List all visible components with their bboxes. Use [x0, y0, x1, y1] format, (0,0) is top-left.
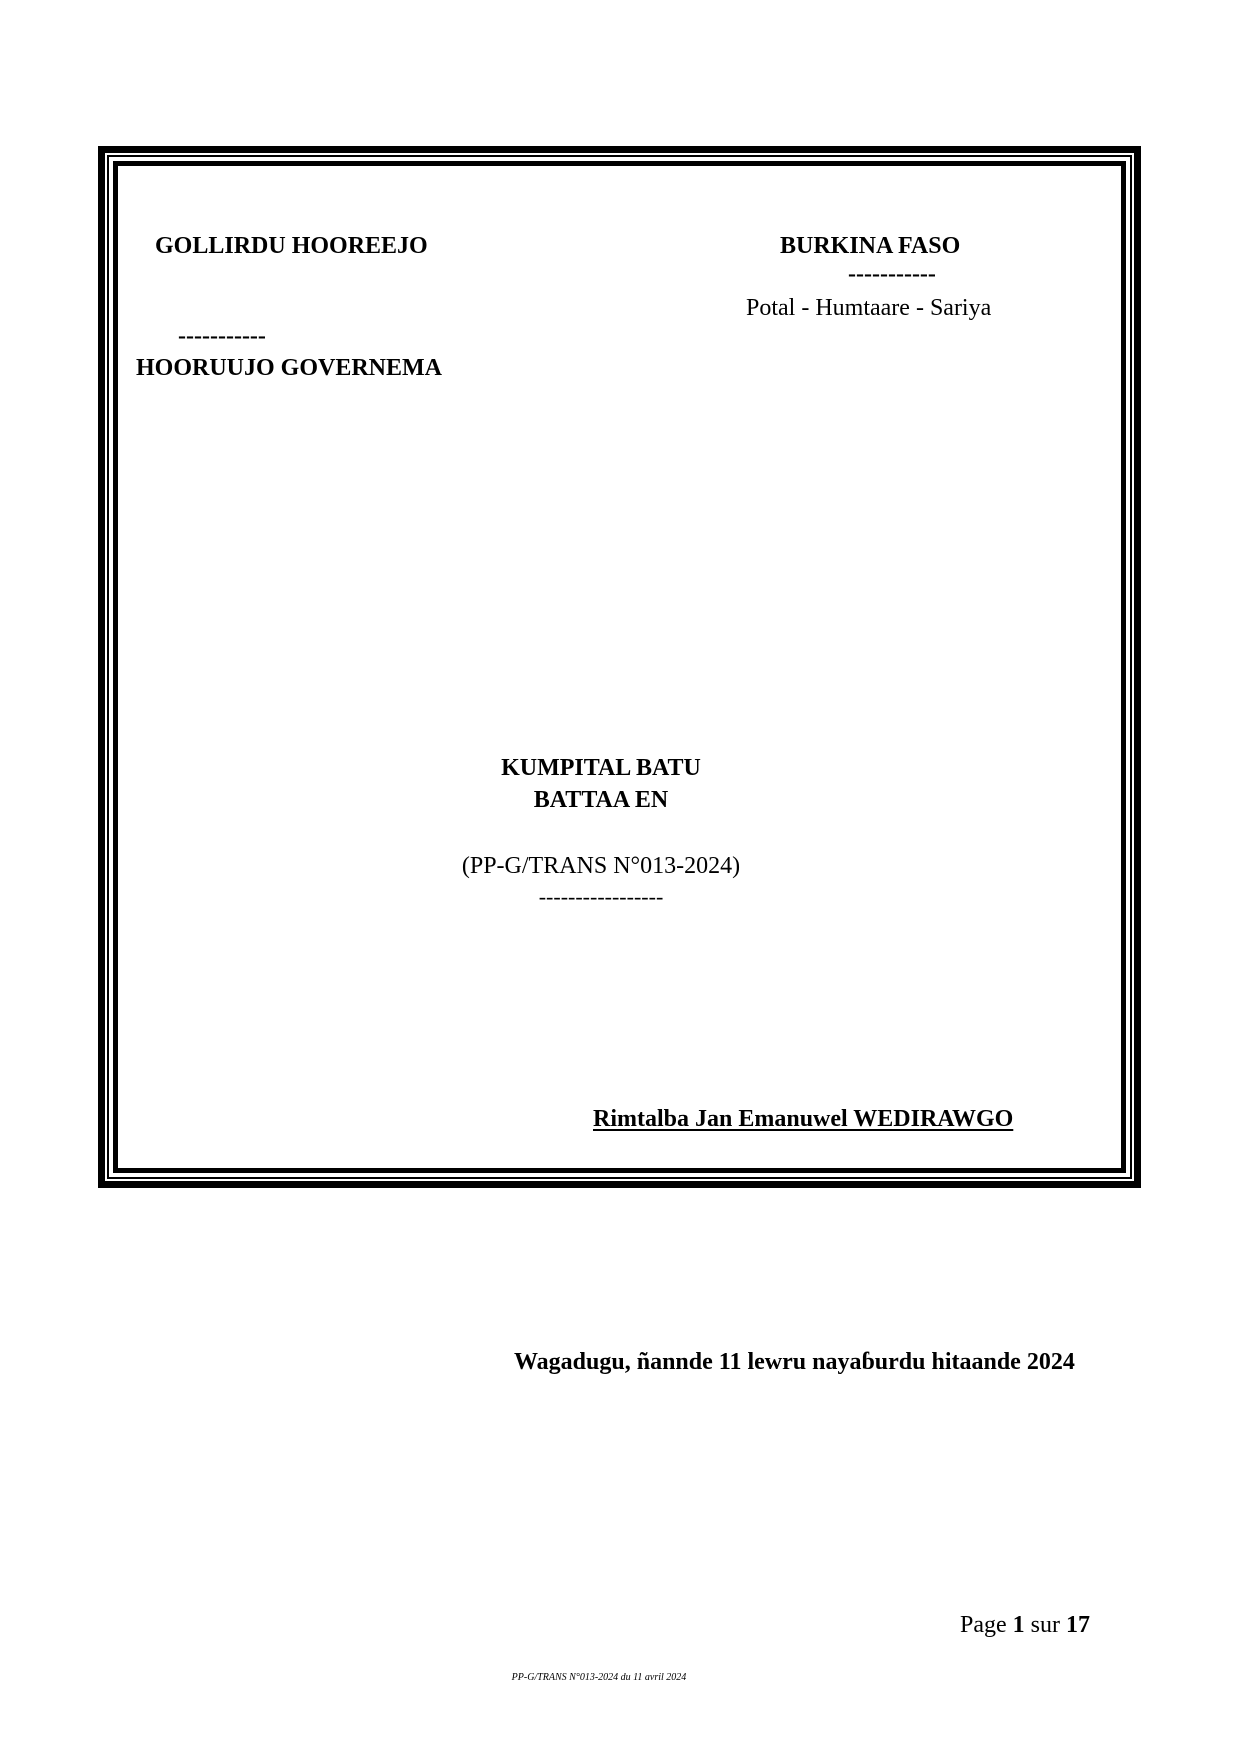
document-title-line2: BATTAA EN	[533, 787, 669, 813]
country-name: BURKINA FASO	[780, 233, 961, 259]
place-and-date: Wagadugu, ñannde 11 lewru nayaɓurdu hitaande 2024	[514, 1349, 1075, 1375]
page-total: 17	[1066, 1612, 1090, 1638]
document-reference: (PP-G/TRANS N°013-2024)	[461, 853, 741, 879]
national-motto: Potal - Humtaare - Sariya	[746, 295, 992, 321]
institution-name: GOLLIRDU HOOREEJO	[155, 233, 428, 259]
page-current: 1	[1012, 1612, 1025, 1638]
right-header-separator: -----------	[848, 261, 936, 287]
page-prefix: Page	[960, 1612, 1007, 1638]
left-header-separator: -----------	[178, 323, 266, 349]
page-number	[960, 1613, 1090, 1637]
page-mid: sur	[1030, 1612, 1060, 1638]
footer-reference: PP-G/TRANS N°013-2024 du 11 avril 2024	[511, 1672, 687, 1683]
reference-separator: -----------------	[538, 884, 664, 909]
department-name: HOORUUJO GOVERNEMA	[136, 355, 442, 381]
document-title-line1: KUMPITAL BATU	[501, 755, 701, 781]
signatory-name: Rimtalba Jan Emanuwel WEDIRAWGO	[593, 1106, 1014, 1132]
